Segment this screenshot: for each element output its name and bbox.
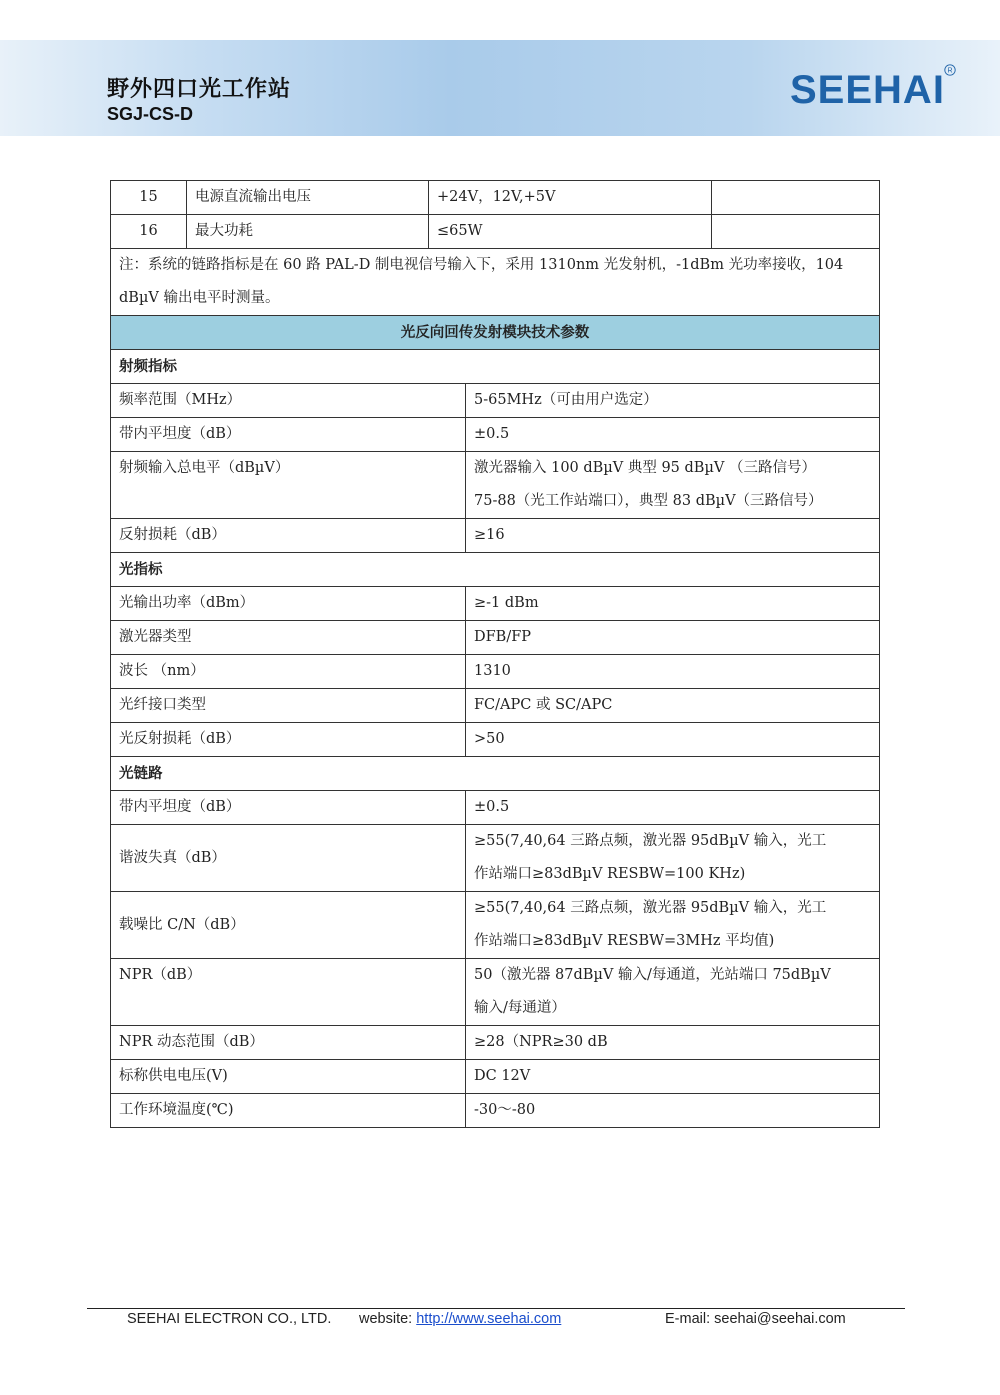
param-name: 最大功耗 bbox=[187, 215, 429, 249]
svg-text:R: R bbox=[947, 67, 953, 75]
param-value: ±0.5 bbox=[466, 418, 880, 452]
footer-company: SEEHAI ELECTRON CO., LTD. bbox=[127, 1311, 332, 1327]
param-value: ≥16 bbox=[466, 519, 880, 553]
param-value: 5-65MHz（可由用户选定） bbox=[466, 384, 880, 418]
param-name: 电源直流输出电压 bbox=[187, 181, 429, 215]
footer-divider bbox=[87, 1308, 905, 1309]
param-value: -30～-80 bbox=[466, 1094, 880, 1128]
param-name: NPR 动态范围（dB） bbox=[111, 1026, 466, 1060]
param-value bbox=[466, 892, 880, 959]
table-row bbox=[111, 621, 880, 655]
table-row bbox=[111, 825, 880, 892]
param-name: 光反射损耗（dB） bbox=[111, 723, 466, 757]
param-value: ≤65W bbox=[429, 215, 712, 249]
table-row bbox=[111, 587, 880, 621]
param-value bbox=[466, 959, 880, 1026]
param-name: 频率范围（MHz） bbox=[111, 384, 466, 418]
param-value-line: ≥55(7,40,64 三路点频，激光器 95dBµV 输入，光工 bbox=[474, 900, 827, 916]
model-number: SGJ-CS-D bbox=[107, 104, 194, 124]
measurement-note: 注：系统的链路指标是在 60 路 PAL-D 制电视信号输入下，采用 1310nm 光发射机，-1dBm 光功率接收，104 dBµV 输出电平时测量。 bbox=[111, 249, 880, 316]
param-name: 带内平坦度（dB） bbox=[111, 418, 466, 452]
param-extra bbox=[712, 181, 880, 215]
param-value-line: ≥55(7,40,64 三路点频，激光器 95dBµV 输入，光工 bbox=[474, 833, 827, 849]
table-row bbox=[111, 452, 880, 519]
param-name: 工作环境温度(℃) bbox=[111, 1094, 466, 1128]
param-value-line: 75-88（光工作站端口），典型 83 dBµV（三路信号） bbox=[474, 493, 823, 509]
param-name: 激光器类型 bbox=[111, 621, 466, 655]
table-row bbox=[111, 689, 880, 723]
document-title: 野外四口光工作站 bbox=[107, 77, 292, 102]
group-title-link: 光链路 bbox=[111, 757, 880, 791]
table-row bbox=[111, 1094, 880, 1128]
param-value bbox=[466, 825, 880, 892]
param-value: FC/APC 或 SC/APC bbox=[466, 689, 880, 723]
table-row bbox=[111, 519, 880, 553]
registered-mark-icon bbox=[944, 64, 956, 79]
group-row bbox=[111, 757, 880, 791]
website-link[interactable]: http://www.seehai.com bbox=[416, 1311, 562, 1327]
table-row bbox=[111, 791, 880, 825]
param-name: 带内平坦度（dB） bbox=[111, 791, 466, 825]
param-name: 射频输入总电平（dBµV） bbox=[111, 452, 466, 519]
footer-website-label: website: bbox=[359, 1311, 413, 1327]
table-row bbox=[111, 418, 880, 452]
param-name: NPR（dB） bbox=[111, 959, 466, 1026]
table-row bbox=[111, 215, 880, 249]
group-row bbox=[111, 553, 880, 587]
table-row bbox=[111, 655, 880, 689]
param-name: 标称供电电压(V) bbox=[111, 1060, 466, 1094]
param-value: 1310 bbox=[466, 655, 880, 689]
table-row bbox=[111, 181, 880, 215]
param-value: ±0.5 bbox=[466, 791, 880, 825]
param-value-line: 作站端口≥83dBµV RESBW=3MHz 平均值) bbox=[474, 933, 775, 949]
param-value-line: 输入/每通道） bbox=[474, 1000, 566, 1016]
param-value bbox=[466, 452, 880, 519]
group-row bbox=[111, 350, 880, 384]
param-value: DC 12V bbox=[466, 1060, 880, 1094]
section-header-row bbox=[111, 316, 880, 350]
group-title-rf: 射频指标 bbox=[111, 350, 880, 384]
param-name: 光输出功率（dBm） bbox=[111, 587, 466, 621]
table-row bbox=[111, 959, 880, 1026]
footer-website bbox=[359, 1311, 561, 1327]
section-title: 光反向回传发射模块技术参数 bbox=[111, 316, 880, 350]
footer-email: E-mail: seehai@seehai.com bbox=[665, 1311, 846, 1327]
param-extra bbox=[712, 215, 880, 249]
param-name: 波长 （nm） bbox=[111, 655, 466, 689]
param-value: +24V，12V,+5V bbox=[429, 181, 712, 215]
param-value: >50 bbox=[466, 723, 880, 757]
param-name: 反射损耗（dB） bbox=[111, 519, 466, 553]
spec-table bbox=[110, 180, 880, 1128]
param-value: ≥28（NPR≥30 dB bbox=[466, 1026, 880, 1060]
param-name: 载噪比 C/N（dB） bbox=[111, 892, 466, 959]
param-name: 光纤接口类型 bbox=[111, 689, 466, 723]
note-row bbox=[111, 249, 880, 316]
param-value-line: 作站端口≥83dBµV RESBW=100 KHz) bbox=[474, 866, 746, 882]
row-number: 16 bbox=[111, 215, 187, 249]
param-value: ≥-1 dBm bbox=[466, 587, 880, 621]
param-value: DFB/FP bbox=[466, 621, 880, 655]
table-row bbox=[111, 384, 880, 418]
param-value-line: 激光器输入 100 dBµV 典型 95 dBµV （三路信号） bbox=[474, 460, 816, 476]
row-number: 15 bbox=[111, 181, 187, 215]
table-row bbox=[111, 1060, 880, 1094]
table-row bbox=[111, 892, 880, 959]
param-value-line: 50（激光器 87dBµV 输入/每通道，光站端口 75dBµV bbox=[474, 967, 831, 983]
seehai-logo: SEEHAI bbox=[790, 68, 945, 112]
table-row bbox=[111, 723, 880, 757]
table-row bbox=[111, 1026, 880, 1060]
group-title-optical: 光指标 bbox=[111, 553, 880, 587]
param-name: 谐波失真（dB） bbox=[111, 825, 466, 892]
